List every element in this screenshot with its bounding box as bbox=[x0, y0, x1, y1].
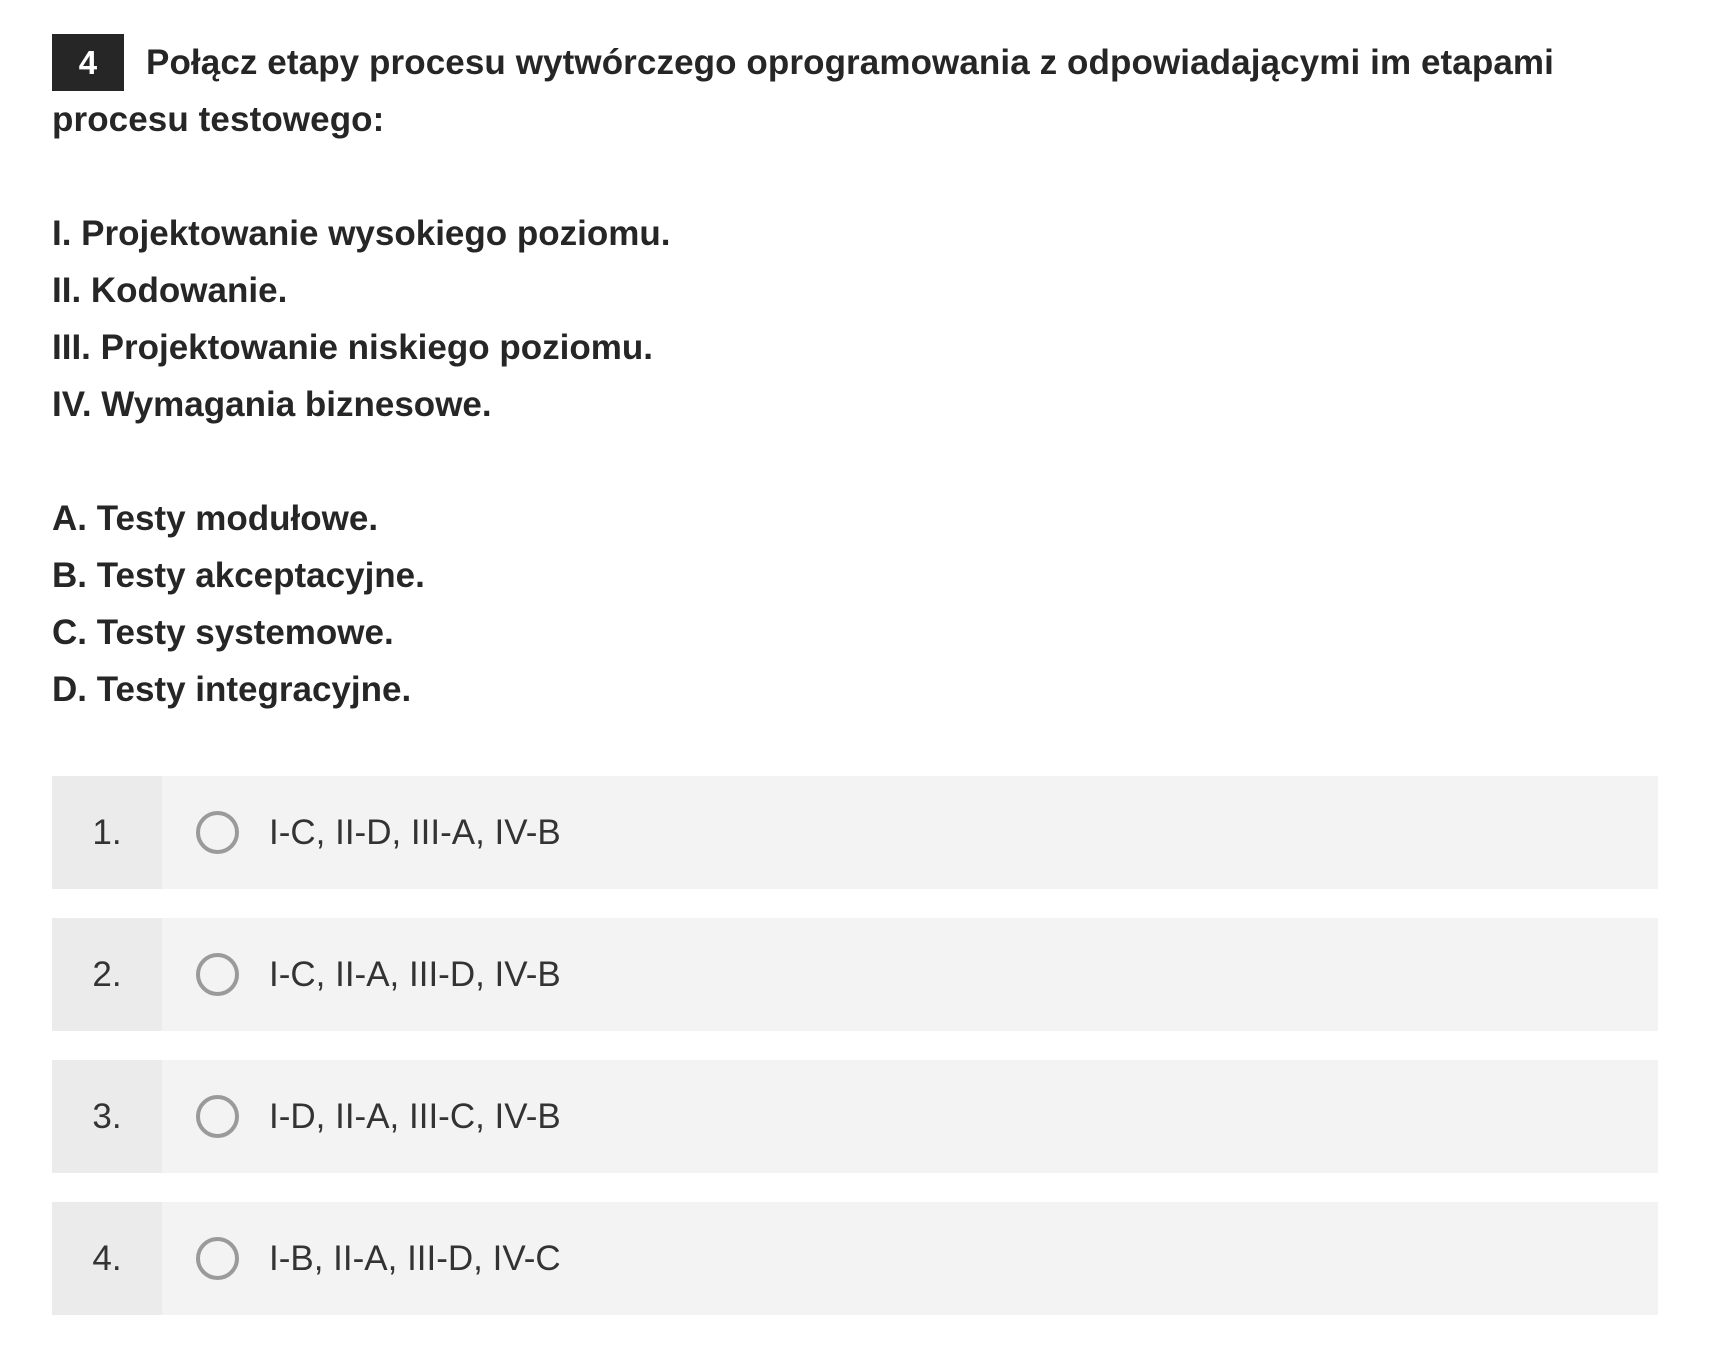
radio-button[interactable] bbox=[196, 1237, 239, 1280]
answer-body[interactable] bbox=[162, 1060, 1658, 1173]
answer-number: 1. bbox=[52, 776, 162, 889]
answer-body[interactable] bbox=[162, 1202, 1658, 1315]
answer-number: 4. bbox=[52, 1202, 162, 1315]
test-item: A. Testy modułowe. bbox=[52, 499, 379, 538]
stages-list bbox=[52, 205, 1652, 433]
tests-list bbox=[52, 490, 1652, 718]
radio-button[interactable] bbox=[196, 1095, 239, 1138]
answer-label: I-C, II-D, III-A, IV-B bbox=[269, 812, 561, 852]
question-text: Połącz etapy procesu wytwórczego oprogramowania z odpowiadającymi im etapami procesu testowego: bbox=[52, 43, 1554, 139]
question-block bbox=[52, 34, 1652, 718]
test-item: D. Testy integracyjne. bbox=[52, 670, 412, 709]
radio-button[interactable] bbox=[196, 811, 239, 854]
stage-item: III. Projektowanie niskiego poziomu. bbox=[52, 328, 653, 367]
stage-item: II. Kodowanie. bbox=[52, 271, 288, 310]
answer-label: I-C, II-A, III-D, IV-B bbox=[269, 954, 561, 994]
radio-button[interactable] bbox=[196, 953, 239, 996]
list-spacer bbox=[52, 433, 1652, 490]
answer-label: I-B, II-A, III-D, IV-C bbox=[269, 1238, 561, 1278]
answer-option-3[interactable] bbox=[52, 1060, 1658, 1173]
answer-body[interactable] bbox=[162, 776, 1658, 889]
answer-label: I-D, II-A, III-C, IV-B bbox=[269, 1096, 561, 1136]
answer-body[interactable] bbox=[162, 918, 1658, 1031]
answer-number: 3. bbox=[52, 1060, 162, 1173]
answer-options bbox=[52, 776, 1658, 1344]
test-item: B. Testy akceptacyjne. bbox=[52, 556, 425, 595]
stage-item: I. Projektowanie wysokiego poziomu. bbox=[52, 214, 671, 253]
answer-option-2[interactable] bbox=[52, 918, 1658, 1031]
stage-item: IV. Wymagania biznesowe. bbox=[52, 385, 492, 424]
answer-option-1[interactable] bbox=[52, 776, 1658, 889]
answer-option-4[interactable] bbox=[52, 1202, 1658, 1315]
answer-number: 2. bbox=[52, 918, 162, 1031]
test-item: C. Testy systemowe. bbox=[52, 613, 394, 652]
question-number-badge: 4 bbox=[52, 34, 124, 91]
question-title bbox=[52, 34, 1652, 148]
